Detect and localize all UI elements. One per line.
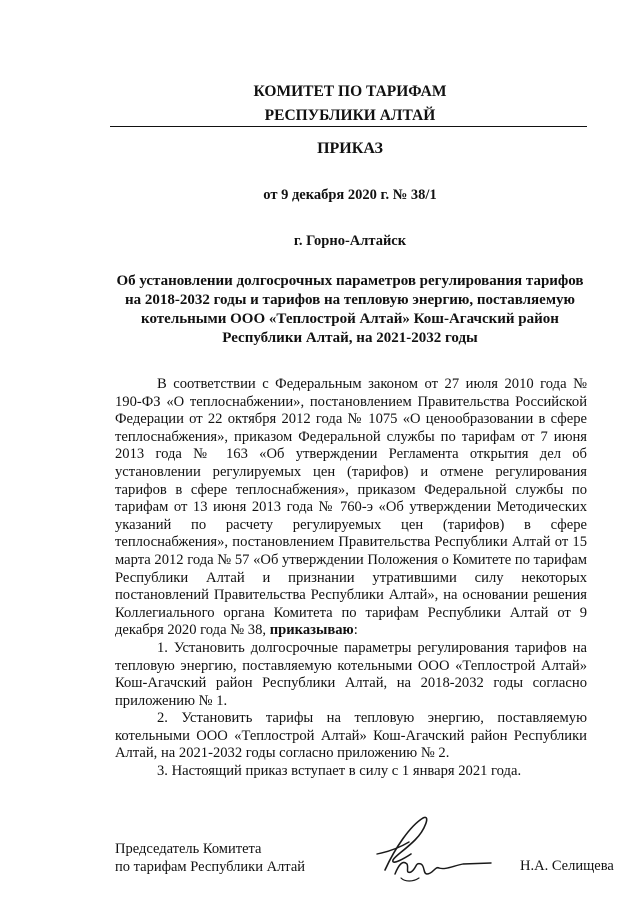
document-subject: Об установлении долгосрочных параметров регулирования тарифов на 2018-2032 годы и тарифов на тепловую энергию, поставляемую котельными ООО «Теплострой Алтай» Кош-Агачский район Республики Алтай, на 2021-2032 годы (116, 273, 584, 346)
document-type: ПРИКАЗ (317, 140, 383, 157)
order-item-1: 1. Установить долгосрочные параметры регулирования тарифов на тепловую энергию, поставляемую котельными ООО «Теплострой Алтай» Кош-Агачский район Республики Алтай, на 2018-2032 годы согласно приложению № 1. (115, 639, 587, 709)
org-name-line2: РЕСПУБЛИКИ АЛТАЙ (264, 107, 436, 124)
signatory-position (115, 840, 305, 876)
handwritten-signature-icon (365, 808, 495, 888)
signatory-position-line1: Председатель Комитета (115, 841, 262, 857)
order-item-2: 2. Установить тарифы на тепловую энергию, поставляемую котельными ООО «Теплострой Алтай» Кош-Агачский район Республики Алтай, на 2021-2032 годы согласно приложению № 2. (115, 710, 587, 762)
header-rule (110, 126, 587, 127)
order-item-3: 3. Настоящий приказ вступает в силу с 1 января 2021 года. (157, 763, 522, 780)
order-word: приказываю (269, 622, 354, 639)
org-name-line1: КОМИТЕТ ПО ТАРИФАМ (253, 83, 447, 100)
document-body (115, 376, 587, 781)
preamble-paragraph (115, 376, 587, 640)
preamble-text: В соответствии с Федеральным законом от 27 июля 2010 года № 190-ФЗ «О теплоснабжении», постановлением Правительства Российской Федерации от 22 октября 2012 года № 1075 «О ценообразовании в сфере теплоснабжения», приказом Федеральной службы по тарифам от 7 июня 2013 года № 163 «Об утверждении Регламента открытия дел об установлении регулируемых цен (тарифов) и отмене регулирования тарифов в сфере теплоснабжения», приказом Федеральной службы по тарифам от 13 июня 2013 года № 760-э «Об утверждении Методических указаний по расчету регулируемых цен (тарифов) в сфере теплоснабжения», постановлением Правительства Республики Алтай от 15 марта 2012 года № 57 «Об утверждении Положения о Комитете по тарифам Республики Алтай и признании утратившими силу некоторых постановлений Правительства Республики Алтай», на основании решения Коллегиального органа Комитета по тарифам Республики Алтай от 9 декабря 2020 года № 38, (115, 376, 587, 639)
signatory-name: Н.А. Селищева (520, 858, 614, 874)
document-date-number: от 9 декабря 2020 г. № 38/1 (263, 187, 437, 203)
signatory-position-line2: по тарифам Республики Алтай (115, 859, 306, 875)
document-city: г. Горно-Алтайск (293, 233, 407, 249)
order-colon: : (353, 622, 358, 639)
